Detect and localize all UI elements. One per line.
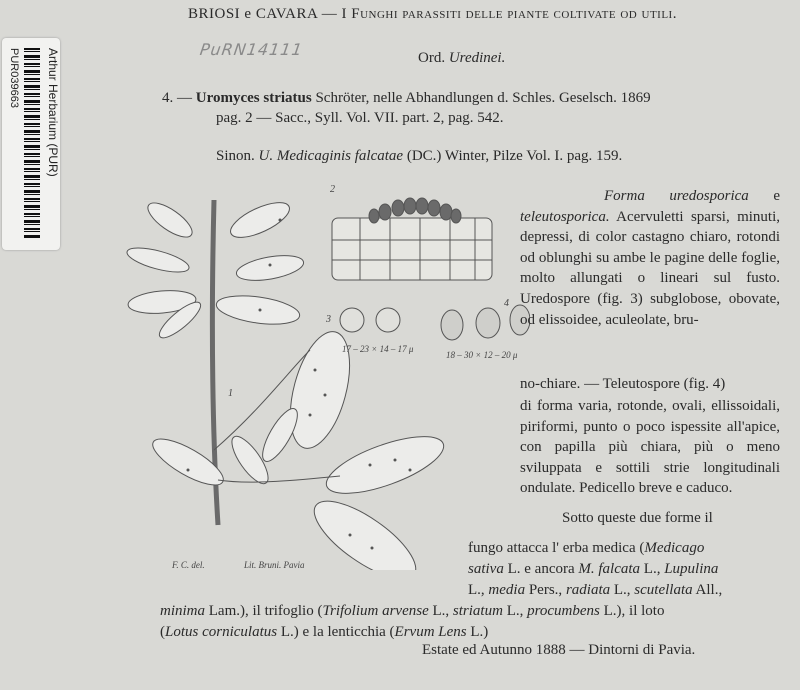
leaflet xyxy=(143,197,197,243)
synonym-line: Sinon. U. Medicaginis falcatae (DC.) Winter, Pilze Vol. I. pag. 159. xyxy=(216,148,623,164)
petiole xyxy=(218,476,340,482)
description-column xyxy=(520,186,780,330)
species-line-1: 4. — Uromyces striatus Schröter, nelle Abhandlungen d. Schles. Geselsch. 1869 xyxy=(162,90,651,106)
species-name: Uromyces striatus xyxy=(195,90,312,106)
leaflet xyxy=(215,291,302,328)
page-header: BRIOSI e CAVARA — I Funghi parassiti delle piante coltivate od utili. xyxy=(188,6,677,22)
header-title: I Funghi parassiti delle piante coltivate od utili. xyxy=(341,6,677,22)
handwritten-annotation: PuRN14111 xyxy=(198,40,305,59)
order-name: Uredinei. xyxy=(448,50,506,66)
figure-2-section xyxy=(332,198,492,280)
figure-3-scale: 17 – 23 × 14 – 17 μ xyxy=(342,344,414,354)
sotto-line: Sotto queste due forme il xyxy=(562,510,713,526)
herbarium-label xyxy=(2,38,60,250)
figure-4-teleutospores xyxy=(441,305,530,340)
host-paragraph: fungo attacca l' erba medica (Medicago sativa L. e ancora M. falcata L., Lupulina L., media Pers., radiata L., scutellata All., minima Lam.), il trifoglio (Trifolium arvense L., striatum L., procumbens L.), il loto (Lotus corniculatus L.) e la lenticchia (Ervum Lens L.) xyxy=(160,540,723,640)
teleuto-line: no-chiare. — Teleutospore (fig. 4) xyxy=(520,376,726,392)
barcode xyxy=(24,48,40,238)
leaflet xyxy=(320,425,450,505)
botanical-plate xyxy=(110,180,530,570)
figure-4-scale: 18 – 30 × 12 – 20 μ xyxy=(446,350,518,360)
leaflet xyxy=(235,251,306,284)
figure-1-number: 1 xyxy=(228,388,233,399)
herbarium-name: Arthur Herbarium (PUR) xyxy=(46,48,60,177)
teleuto-column: di forma varia, rotonde, ovali, ellissoidali, piriformi, punto o poco ispessite all'apice, con papilla più chiara, più o meno sviluppata e sottili strie longitudinali ondulate. Pedicello breve e caduco. xyxy=(520,398,780,497)
leaflet xyxy=(125,243,191,277)
description-paragraph: Forma uredosporica e teleutosporica. Acervuletti sparsi, minuti, depressi, di color castagno chiaro, rotondi od oblunghi su ambe le pagine delle foglie, molto allungati o lineari sul fusto. Uredospore (fig. 3) subglobose, obovate, od elissoidee, aculeolate, bru- xyxy=(520,188,780,328)
accession-number: PUR039663 xyxy=(8,48,20,108)
header-authors: BRIOSI e CAVARA xyxy=(188,6,318,22)
collection-note: Estate ed Autunno 1888 — Dintorni di Pavia. xyxy=(422,642,696,658)
figure-2-number: 2 xyxy=(330,184,335,195)
figure-3-number: 3 xyxy=(326,314,331,325)
order-line: Ord. Uredinei. xyxy=(418,50,506,66)
species-line-2: pag. 2 — Sacc., Syll. Vol. VII. part. 2, pag. 542. xyxy=(216,110,504,126)
printer-credit: Lit. Bruni. Pavia xyxy=(244,560,305,570)
artist-credit: F. C. del. xyxy=(172,560,205,570)
figure-4-number: 4 xyxy=(504,298,509,309)
leaflet xyxy=(226,196,294,245)
figure-3-uredospores xyxy=(340,308,400,332)
